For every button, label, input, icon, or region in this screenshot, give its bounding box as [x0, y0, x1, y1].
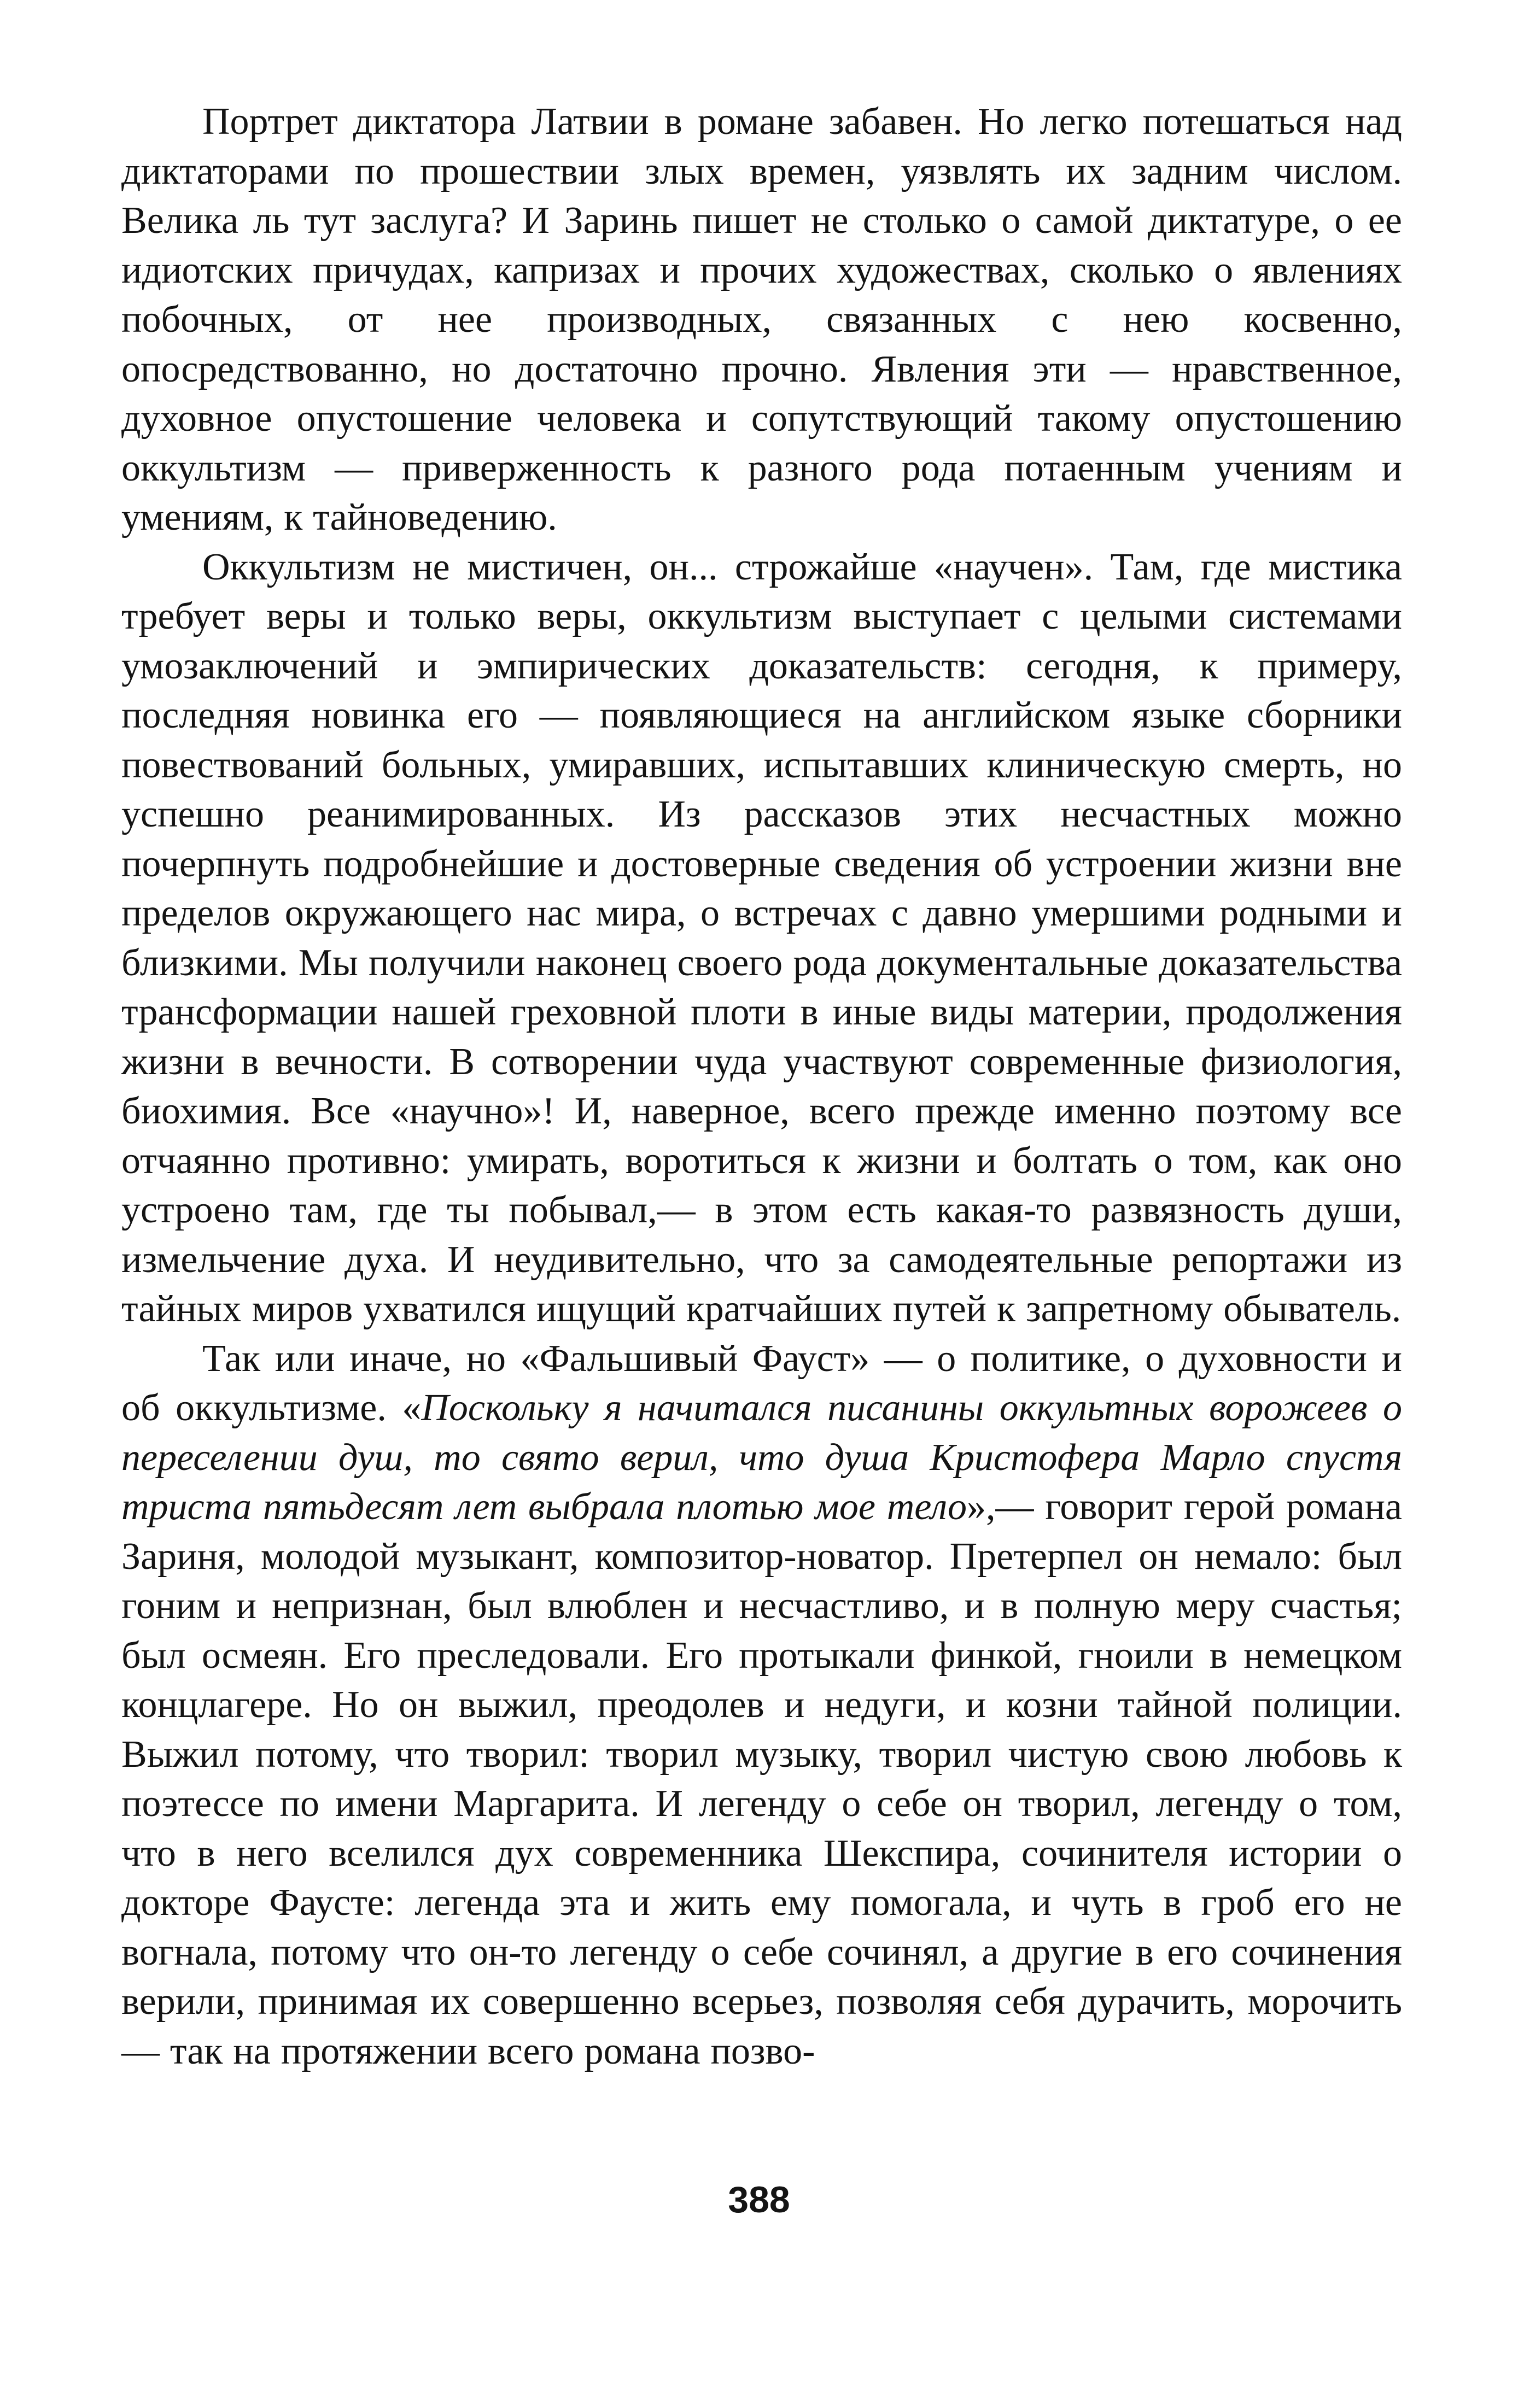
paragraph-2: Оккультизм не мистичен, он... строжайше «научен». Там, где мистика требует веры и только веры, оккультизм выступает с целыми системами умозаключений и эмпирических доказательств: сегодня, к примеру, последняя новинка его — появляющиеся на английском языке сборники повествований больных, умиравших, испытавших клиническую смерть, но успешно реанимированных. Из рассказов этих несчастных можно почерпнуть подробнейшие и достоверные сведения об устроении жизни вне пределов окружающего нас мира, о встречах с давно умершими родными и близкими. Мы получили наконец своего рода документальные доказательства трансформации нашей греховной плоти в иные виды материи, продолжения жизни в вечности. В сотворении чуда участвуют современные физиология, биохимия. Все «научно»! И, наверное, всего прежде именно поэтому все отчаянно противно: умирать, воротиться к жизни и болтать о том, как оно устроено там, где ты побывал,— в этом есть какая-то развязность души, измельчение духа. И неудивительно, что за самодеятельные репортажи из тайных миров ухватился ищущий кратчайших путей к запретному обыватель.	[121, 546, 1402, 1330]
paragraph-3-italic-quote: Поскольку я начитался писанины оккультных ворожеев о переселении душ, то свято верил, что душа Кристофера Марло спустя триста пятьдесят лет выбрала плотью мое тело	[121, 1387, 1402, 1528]
page-body	[121, 97, 1402, 2076]
paragraph-3	[121, 1334, 1402, 2077]
page-number: 388	[728, 2179, 790, 2220]
paragraph-3-rest: »,— говорит герой романа Зариня, молодой музыкант, композитор-новатор. Претерпел он немало: был гоним и непризнан, был влюблен и несчастливо, и в полную меру счастья; был осмеян. Его преследовали. Его протыкали финкой, гноили в немецком концлагере. Но он выжил, преодолев и недуги, и козни тайной полиции. Выжил потому, что творил: творил музыку, творил чистую свою любовь к поэтессе по имени Маргарита. И легенду о себе он творил, легенду о том, что в него вселился дух современника Шекспира, сочинителя истории о докторе Фаусте: легенда эта и жить ему помогала, и чуть в гроб его не вогнала, потому что он-то легенду о себе сочинял, а другие в его сочинения верили, принимая их совершенно всерьез, позволяя себя дурачить, морочить — так на протяжении всего романа позво-	[121, 1486, 1403, 2072]
paragraph-1: Портрет диктатора Латвии в романе забавен. Но легко потешаться над диктаторами по прошествии злых времен, уязвлять их задним числом. Велика ль тут заслуга? И Заринь пишет не столько о самой диктатуре, о ее идиотских причудах, капризах и прочих художествах, сколько о явлениях побочных, от нее производных, связанных с нею косвенно, опосредствованно, но достаточно прочно. Явления эти — нравственное, духовное опустошение человека и сопутствующий такому опустошению оккультизм — приверженность к разного рода потаенным учениям и умениям, к тайноведению.	[121, 101, 1402, 538]
paragraph-3-lead: Так или иначе, но «Фальшивый Фауст» — о политике, о духовности и об оккультизме. «	[121, 1337, 1402, 1429]
